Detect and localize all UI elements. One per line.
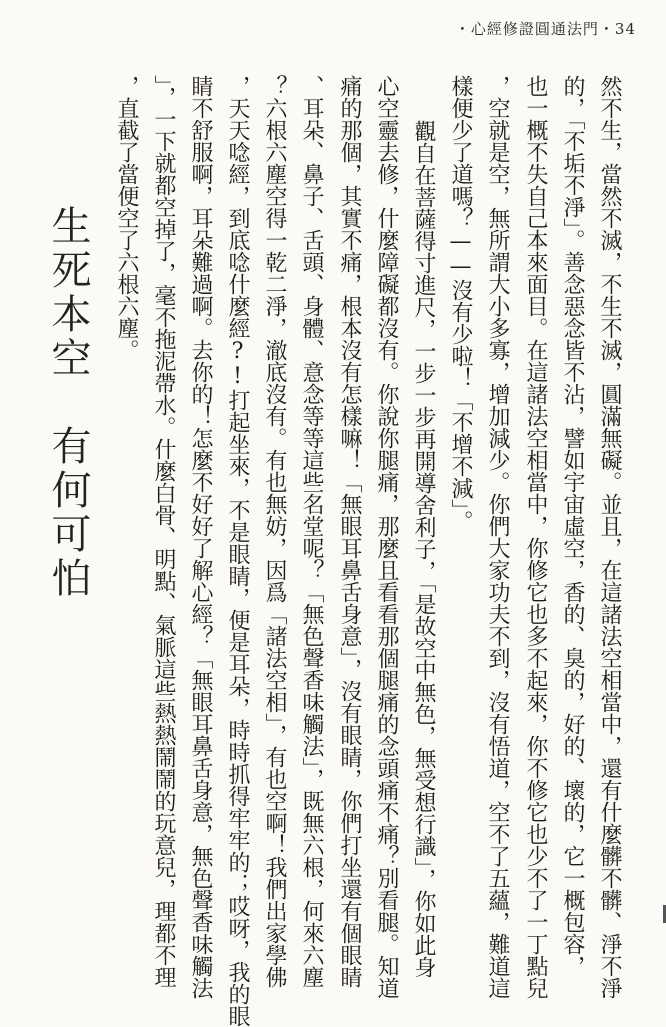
text-column: 痛的那個，其實不痛，根本沒有怎樣嘛！「無眼耳鼻舌身意」，沒有眼睛，你們打坐還有個眼睛 (337, 75, 362, 988)
text-column: 、耳朵、鼻子、舌頭、身體、意念等等這些名堂呢？「無色聲香味觸法」，既無六根，何來六塵 (299, 75, 324, 988)
section-title: 生死本空 有何可怕 (45, 205, 91, 601)
text-column: ，直截了當便空了六根六塵。 (114, 75, 139, 361)
text-column: 然不生，當然不滅，不生不滅，圓滿無礙。並且，在這諸法空相當中，還有什麼髒不髒、淨不淨 (597, 75, 622, 999)
text-column: ？六根六塵空得一乾二淨，澈底沒有。有也無妨，因爲「諸法空相」，有也空啊！我們出家學佛 (262, 75, 287, 988)
text-column: 觀自在菩薩得寸進尺，一步一步再開導舍利子，「是故空中無色，無受想行識」，你如此身 (411, 120, 436, 978)
text-column: 心空靈去修，什麼障礙都沒有。你說你腿痛，那麼且看看那個腿痛的念頭痛不痛？別看腿。知道 (374, 75, 399, 999)
text-column: ，空就是空，無所謂大小多寡，增加減少。你們大家功夫不到，沒有悟道，空不了五蘊，難道這 (485, 75, 510, 999)
running-header: ・心經修證圓通法門・34 (454, 20, 636, 38)
text-column: 的，「不垢不淨」。善念惡念皆不沾，譬如宇宙虛空，香的、臭的，好的、壞的，它一概包容， (560, 75, 585, 977)
text-column: 睛不舒服啊，耳朵難過啊。去你的！怎麼不好好了解心經？「無眼耳鼻舌身意，無色聲香味觸法 (188, 75, 213, 999)
text-column: 」，一下就都空掉了，毫不拖泥帶水。什麼白骨、明點、氣脈這些熱熱鬧鬧的玩意兒，理都不理 (151, 75, 176, 988)
text-column: 樣便少了道嗎？——沒有少啦！「不增不減」。 (448, 75, 473, 532)
text-column: ，天天唸經，到底唸什麼經?!打起坐來，不是眼睛，便是耳朵，時時抓得牢牢的；哎呀，我的眼 (225, 75, 250, 1027)
text-column: 也一概不失自己本來面目。在這諸法空相當中，你修它也多不起來，你不修它也少不了一丁點兒 (523, 75, 548, 999)
